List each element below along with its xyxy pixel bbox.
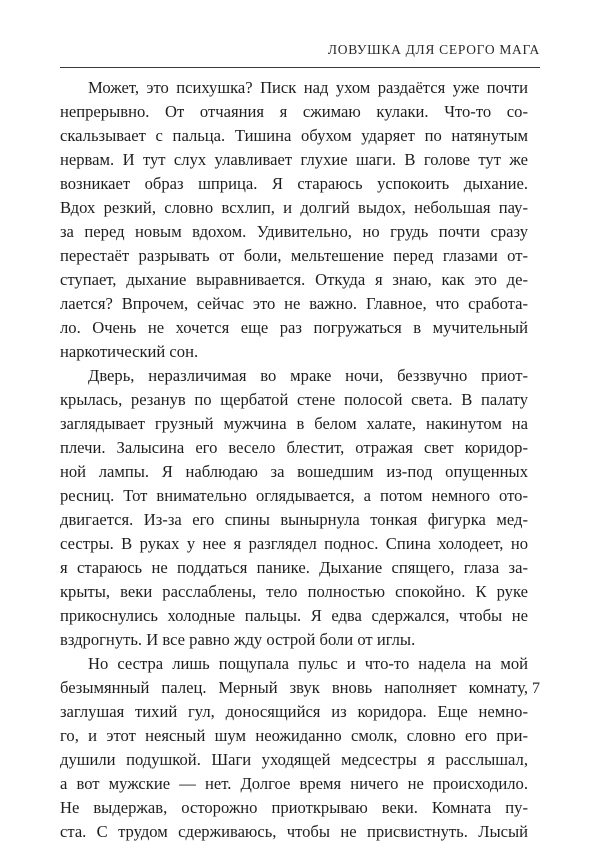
text-line: двигается. Из-за его спины вынырнула тонкая фигурка мед- [60, 510, 528, 529]
text-line: Не выдержав, осторожно приоткрываю веки. Комната пу- [60, 798, 528, 817]
header-rule [60, 67, 540, 68]
text-line: вздрогнуть. И все равно жду острой боли от иглы. [60, 630, 416, 649]
text-line: наркотический сон. [60, 342, 199, 361]
text-line: заглушая тихий гул, доносящийся из коридора. Еще немно- [60, 702, 528, 721]
text-line: ло. Очень не хочется еще раз погружаться в мучительный [60, 318, 528, 337]
paragraph [60, 364, 528, 652]
text-line: крылась, резанув по щербатой стене полосой света. В палату [60, 390, 528, 409]
text-line: сестры. В руках у нее я разглядел поднос. Спина холодеет, но [60, 534, 528, 553]
text-line: непрерывно. От отчаяния я сжимаю кулаки. Что-то со- [60, 102, 528, 121]
text-line: лается? Впрочем, сейчас это не важно. Главное, что сработа- [60, 294, 528, 313]
page-number: 7 [532, 680, 540, 697]
text-line: Может, это психушка? Писк над ухом раздаётся уже почти [88, 78, 528, 97]
text-line: возникает образ шприца. Я стараюсь успокоить дыхание. [60, 174, 528, 193]
text-line: го, и этот неясный шум неожиданно смолк, словно его при- [60, 726, 528, 745]
running-head: ЛОВУШКА ДЛЯ СЕРОГО МАГА [327, 42, 540, 57]
text-line: плечи. Залысина его весело блестит, отражая свет коридор- [60, 438, 528, 457]
text-line: заглядывает грузный мужчина в белом халате, накинутом на [60, 414, 528, 433]
text-line: Дверь, неразличимая во мраке ночи, беззвучно приот- [88, 366, 528, 385]
text-line: Вдох резкий, словно всхлип, и долгий выдох, небольшая пау- [60, 198, 528, 217]
text-line: я стараюсь не поддаться панике. Дыхание спящего, глаза за- [60, 558, 528, 577]
text-line: крыты, веки расслаблены, тело полностью спокойно. К руке [60, 582, 528, 601]
body-text [60, 76, 528, 844]
text-line: безымянный палец. Мерный звук вновь наполняет комнату, [60, 678, 528, 697]
text-line: нервам. И тут слух улавливает глухие шаги. В голове тут же [60, 150, 528, 169]
text-line: ной лампы. Я наблюдаю за вошедшим из-под опущенных [60, 462, 528, 481]
text-line: прикоснулись холодные пальцы. Я едва сдержался, чтобы не [60, 606, 528, 625]
paragraph [60, 652, 528, 844]
text-line: ресниц. Тот внимательно оглядывается, а потом немного ото- [60, 486, 528, 505]
text-line: скальзывает с пальца. Тишина обухом ударяет по натянутым [60, 126, 528, 145]
text-line: перестаёт разрывать от боли, мельтешение перед глазами от- [60, 246, 528, 265]
text-line: ста. С трудом сдерживаюсь, чтобы не присвистнуть. Лысый [60, 822, 528, 841]
text-line: душили подушкой. Шаги уходящей медсестры я расслышал, [60, 750, 528, 769]
text-line: за перед новым вдохом. Удивительно, но грудь почти сразу [60, 222, 528, 241]
paragraph [60, 76, 528, 364]
text-line: Но сестра лишь пощупала пульс и что-то надела на мой [88, 654, 528, 673]
text-line: а вот мужские — нет. Долгое время ничего не происходило. [60, 774, 528, 793]
text-line: ступает, дыхание выравнивается. Откуда я знаю, как это де- [60, 270, 528, 289]
